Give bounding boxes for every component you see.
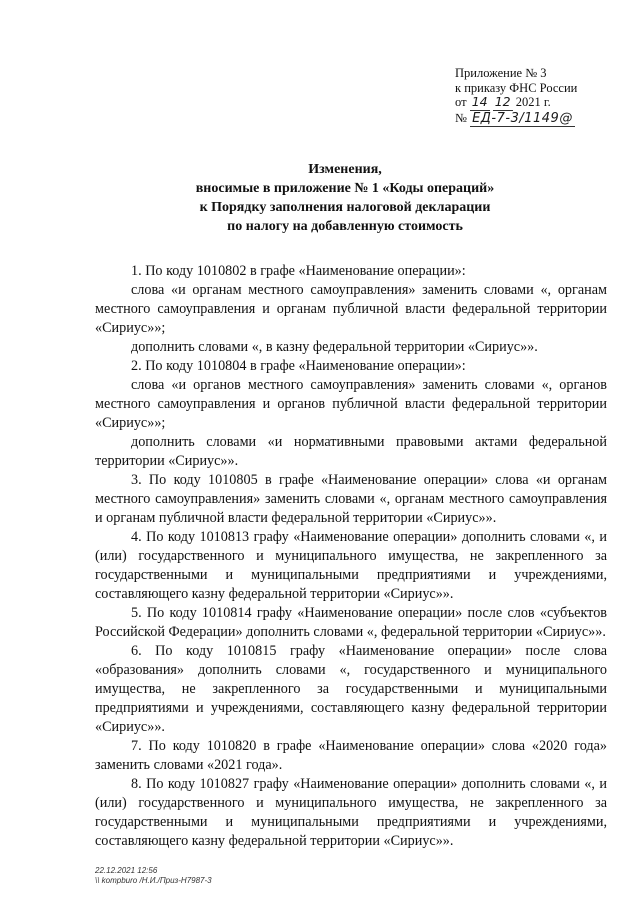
date-year-suffix: г.	[543, 95, 551, 109]
print-footer	[95, 866, 212, 886]
paragraph: дополнить словами «, в казну федеральной территории «Сириус»».	[131, 339, 538, 355]
paragraph: 3. По коду 1010805 в графе «Наименование операции» слова «и органам местного самоуправления» заменить словами «, органам местного самоуправления и органам публичной власти федеральной территории «Сириус»».	[95, 472, 607, 526]
number-prefix: №	[455, 110, 467, 125]
date-month: 12	[494, 94, 511, 109]
document-title	[150, 160, 540, 236]
paragraph: дополнить словами «и нормативными правовыми актами федеральной территории «Сириус»».	[95, 434, 607, 469]
date-year: 2021	[515, 95, 541, 109]
footer-timestamp: 22.12.2021 12:56	[95, 866, 158, 875]
title-line-4: по налогу на добавленную стоимость	[227, 219, 463, 234]
attachment-label: Приложение № 3	[455, 66, 547, 80]
footer-file-path: \\ kompburo /Н.И./Приз-Н7987-3	[95, 876, 212, 885]
paragraph: 1. По коду 1010802 в графе «Наименование операции»:	[131, 263, 466, 279]
attachment-number-line	[455, 111, 615, 128]
paragraph: 5. По коду 1010814 графу «Наименование операции» после слов «субъектов Российской Федерации» дополнить словами «, федеральной территории «Сириус»».	[95, 605, 607, 640]
paragraph: 6. По коду 1010815 графу «Наименование операции» после слова «образования» дополнить словами «, государственного и муниципального имущества, не закрепленного за государственными и муниципальными предприятиями и учреждениями, составляющего казну федеральной территории «Сириус»».	[95, 643, 607, 735]
title-line-2: вносимые в приложение № 1 «Коды операций»	[195, 181, 495, 196]
order-number: ЕД-7-3/1149@	[472, 110, 573, 126]
date-prefix: от	[455, 95, 467, 109]
paragraph: 2. По коду 1010804 в графе «Наименование операции»:	[131, 358, 466, 374]
attachment-header	[455, 66, 615, 127]
title-line-3: к Порядку заполнения налоговой декларации	[199, 200, 491, 215]
paragraph: слова «и органов местного самоуправления» заменить словами «, органов местного самоуправления и органов публичной власти федеральной территории «Сириус»»;	[95, 377, 607, 431]
attachment-date-line	[455, 95, 615, 111]
paragraph: 8. По коду 1010827 графу «Наименование операции» дополнить словами «, и (или) государственного и муниципального имущества, не закрепленного за государственными и муниципальными предприятиями и учреждениями, составляющего казну федеральной территории «Сириус»».	[95, 776, 607, 849]
paragraph: 7. По коду 1010820 в графе «Наименование операции» слова «2020 года» заменить словами «2021 года».	[95, 738, 607, 773]
paragraph: слова «и органам местного самоуправления» заменить словами «, органам местного самоуправления и органам публичной власти федеральной территории «Сириус»»;	[95, 282, 607, 336]
paragraph: 4. По коду 1010813 графу «Наименование операции» дополнить словами «, и (или) государственного и муниципального имущества, не закрепленного за государственными и муниципальными предприятиями и учреждениями, составляющего казну федеральной территории «Сириус»».	[95, 529, 607, 602]
document-body	[95, 262, 607, 851]
title-line-1: Изменения,	[308, 162, 382, 177]
attachment-order-ref: к приказу ФНС России	[455, 80, 578, 95]
date-day: 14	[471, 94, 488, 109]
